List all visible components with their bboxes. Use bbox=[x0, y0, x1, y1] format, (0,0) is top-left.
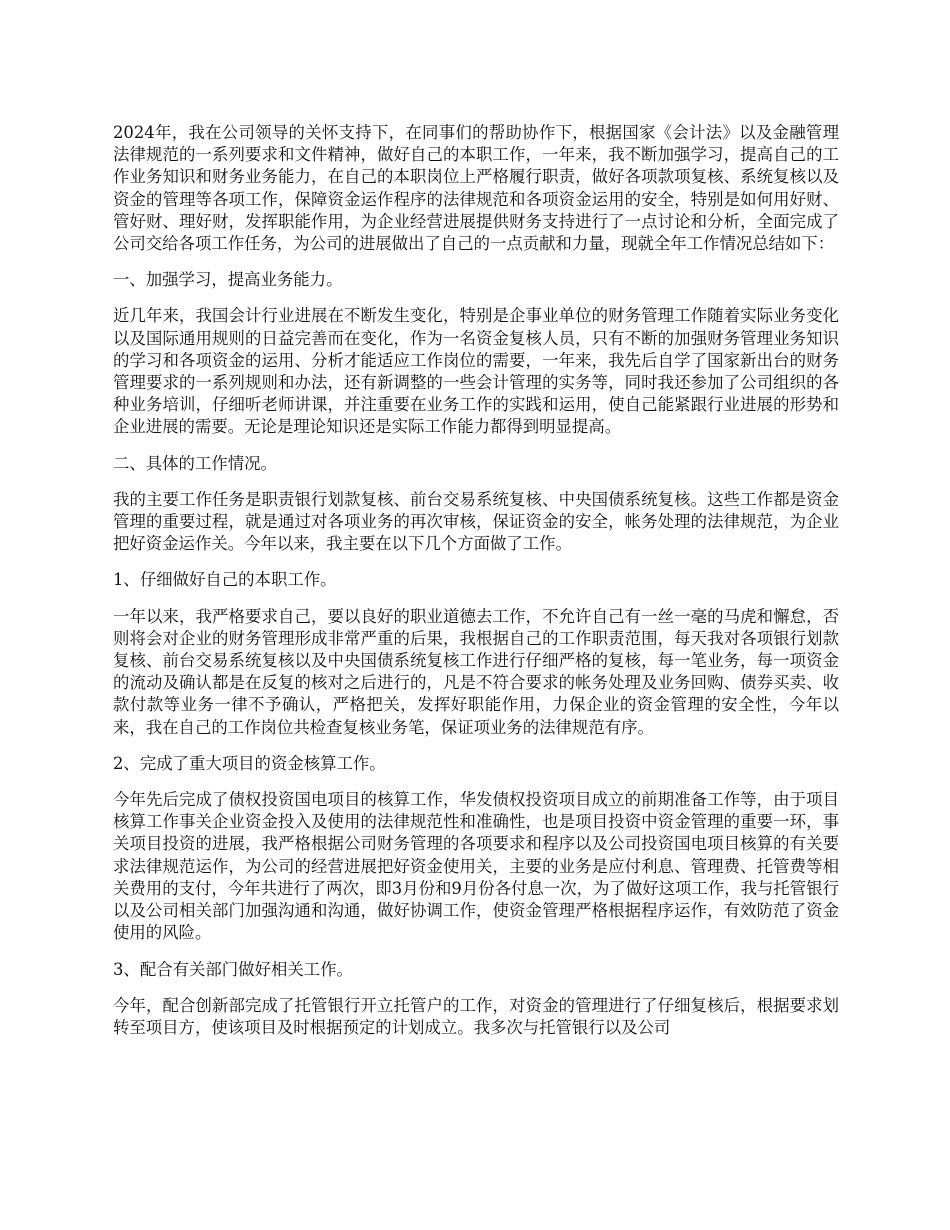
section-heading-2: 二、具体的工作情况。 bbox=[113, 453, 277, 473]
intro-paragraph: 2024年，我在公司领导的关怀支持下，在同事们的帮助协作下，根据国家《会计法》以及金融管理法律规范的一系列要求和文件精神，做好自己的本职工作，一年来，我不断加强学习，提高自己的工作业务知识和财务业务能力，在自己的本职岗位上严格履行职责，做好各项款项复核、系统复核以及资金的管理等各项工作，保障资金运作程序的法律规范和各项资金运用的安全，特别是如何用好财、管好财、理好财，发挥职能作用，为企业经营进展提供财务支持进行了一点讨论和分析，全面完成了公司交给各项工作任务，为公司的进展做出了自己的一点贡献和力量，现就全年工作情况总结如下： bbox=[113, 123, 839, 254]
subsection-heading-1: 1、仔细做好自己的本职工作。 bbox=[113, 570, 337, 590]
subsection-heading-3: 3、配合有关部门做好相关工作。 bbox=[113, 959, 353, 979]
section-heading-1: 一、加强学习，提高业务能力。 bbox=[113, 270, 343, 290]
subsection-1-paragraph: 一年以来，我严格要求自己，要以良好的职业道德去工作，不允许自己有一丝一毫的马虎和懈怠，否则将会对企业的财务管理形成非常严重的后果，我根据自己的工作职责范围，每天我对各项银行划款复核、前台交易系统复核以及中央国债系统复核工作进行仔细严格的复核，每一笔业务，每一项资金的流动及确认都是在反复的核对之后进行的，凡是不符合要求的帐务处理及业务回购、债券买卖、收款付款等业务一律不予确认，严格把关，发挥好职能作用，力保企业的资金管理的安全性，今年以来，我在自己的工作岗位共检查复核业务笔，保证项业务的法律规范有序。 bbox=[113, 606, 839, 737]
document-page bbox=[113, 122, 839, 1053]
section-2-paragraph: 我的主要工作任务是职责银行划款复核、前台交易系统复核、中央国债系统复核。这些工作都是资金管理的重要过程，就是通过对各项业务的再次审核，保证资金的安全，帐务处理的法律规范，为企业把好资金运作关。今年以来，我主要在以下几个方面做了工作。 bbox=[113, 489, 839, 554]
subsection-2-paragraph: 今年先后完成了债权投资国电项目的核算工作，华发债权投资项目成立的前期准备工作等，由于项目核算工作事关企业资金投入及使用的法律规范性和准确性，也是项目投资中资金管理的重要一环，事关项目投资的进展，我严格根据公司财务管理的各项要求和程序以及公司投资国电项目核算的有关要求法律规范运作，为公司的经营进展把好资金使用关，主要的业务是应付利息、管理费、托管费等相关费用的支付，今年共进行了两次，即3月份和9月份各付息一次，为了做好这项工作，我与托管银行以及公司相关部门加强沟通和沟通，做好协调工作，使资金管理严格根据程序运作，有效防范了资金使用的风险。 bbox=[113, 790, 839, 943]
section-1-paragraph: 近几年来，我国会计行业进展在不断发生变化，特别是企事业单位的财务管理工作随着实际业务变化以及国际通用规则的日益完善而在变化，作为一名资金复核人员，只有不断的加强财务管理业务知识的学习和各项资金的运用、分析才能适应工作岗位的需要，一年来，我先后自学了国家新出台的财务管理要求的一系列规则和办法，还有新调整的一些会计管理的实务等，同时我还参加了公司组织的各种业务培训，仔细听老师讲课，并注重要在业务工作的实践和运用，使自己能紧跟行业进展的形势和企业进展的需要。无论是理论知识还是实际工作能力都得到明显提高。 bbox=[113, 306, 839, 437]
subsection-heading-2: 2、完成了重大项目的资金核算工作。 bbox=[113, 753, 386, 773]
subsection-3-paragraph: 今年，配合创新部完成了托管银行开立托管户的工作，对资金的管理进行了仔细复核后，根据要求划转至项目方，使该项目及时根据预定的计划成立。我多次与托管银行以及公司 bbox=[113, 995, 839, 1037]
